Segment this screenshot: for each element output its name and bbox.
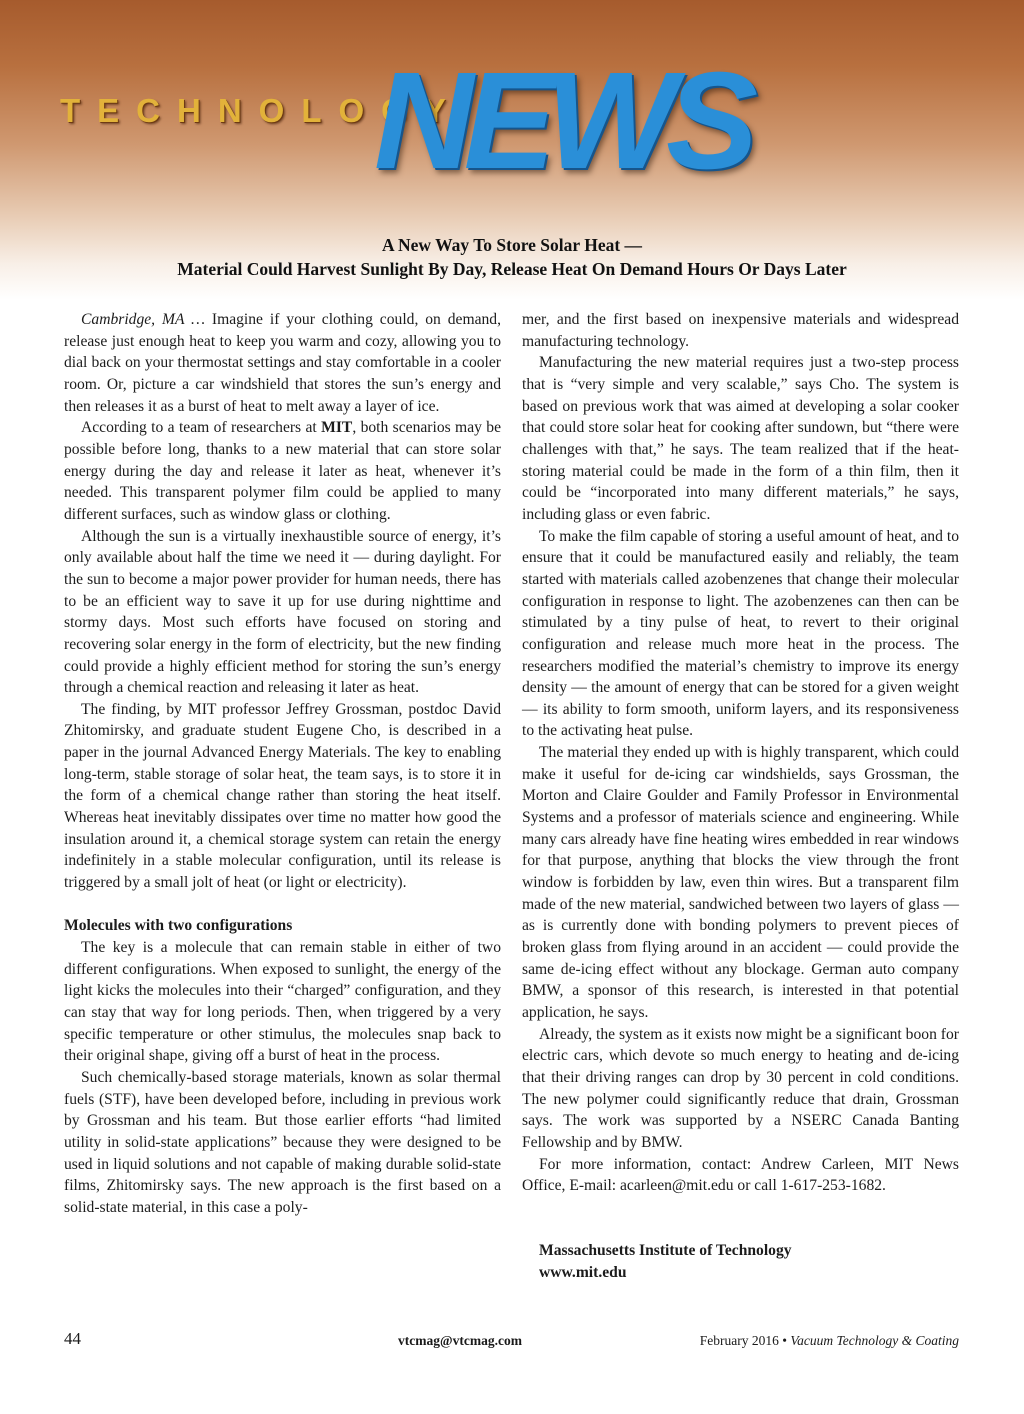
publication-name: Vacuum Technology & Coating: [790, 1333, 959, 1348]
article-column-left: [64, 309, 501, 1219]
source-url[interactable]: www.mit.edu: [539, 1263, 627, 1281]
paragraph: According to a team of researchers at MIT, both scenarios may be possible before long, thanks to a new material that can store solar energy during the day and release it later as heat, whenever it’s needed. This transparent polymer film could be applied to many different surfaces, such as window glass or clothing.: [64, 419, 501, 523]
footer-issue: February 2016 • Vacuum Technology & Coating: [699, 1333, 959, 1348]
headline-line-2: Material Could Harvest Sunlight By Day, Release Heat On Demand Hours Or Days Later: [177, 259, 847, 279]
paragraph: Cambridge, MA … Imagine if your clothing could, on demand, release just enough heat to keep you warm and cozy, allowing you to dial back on your thermostat settings and stay comfortable in a cooler room. Or, picture a car windshield that stores the sun’s energy and then releases it as a burst of heat to melt away a layer of ice.: [64, 311, 502, 415]
section-title-logo: NEWS: [374, 44, 748, 198]
paragraph: The material they ended up with is highly transparent, which could make it useful for de-icing car windshields, says Grossman, the Morton and Claire Goulder and Family Professor in Environmental Systems and a professor of materials science and engineering. While many cars already have fine heating wires embedded in rear windows for that purpose, anything that blocks the view through the front window is forbidden by law, even thin wires. But a transparent film made of the new material, sandwiched between two layers of glass — as is currently done with bonding polymers to prevent pieces of broken glass from flying around in an accident — could provide the same de-icing effect without any blockage. German auto company BMW, a sponsor of this research, is interested in that potential application, he says.: [522, 744, 959, 1021]
org-highlight: MIT: [321, 419, 353, 437]
page-number: 44: [64, 1329, 81, 1348]
paragraph: Manufacturing the new material requires just a two-step process that is “very simple and very scalable,” says Cho. The system is based on previous work that was aimed at developing a solar cooker that could store solar heat for cooking after sundown, but “there were challenges with that,” he says. The team realized that if the heat-storing material could be made in the form of a thin film, then it could be “incorporated into many different materials,” he says, including glass or even fabric.: [522, 354, 959, 523]
paragraph: Already, the system as it exists now might be a significant boon for electric cars, which devote so much energy to heating and de-icing that their driving ranges can drop by 30 percent in cold conditions. The new polymer could significantly reduce that drain, Grossman says. The work was supported by a NSERC Canada Banting Fellowship and by BMW.: [522, 1025, 959, 1151]
article-column-right: [522, 309, 959, 1284]
section-label: TECHNOLOGY: [60, 92, 463, 129]
paragraph: Such chemically-based storage materials, known as solar thermal fuels (STF), have been developed before, including in previous work by Grossman and his team. But those earlier efforts “had limited utility in solid-state applications” because they were designed to be used in liquid solutions and not capable of making durable solid-state films, Zhitomirsky says. The new approach is the first based on a solid-state material, in this case a poly-: [64, 1068, 501, 1216]
dateline: Cambridge, MA …: [81, 311, 205, 328]
paragraph: To make the film capable of storing a useful amount of heat, and to ensure that it could be manufactured easily and reliably, the team started with materials called azobenzenes that change their molecular configuration in response to light. The azobenzenes can then can be stimulated by a tiny pulse of heat, to revert to their original configuration and release much more heat in the process. The researchers modified the material’s chemistry to improve its energy density — the amount of energy that can be stored for a given weight — its ability to form smooth, uniform layers, and its responsiveness to the activating heat pulse.: [522, 527, 959, 740]
paragraph: For more information, contact: Andrew Carleen, MIT News Office, E-mail: acarleen@mit.edu or call 1-617-253-1682.: [522, 1155, 959, 1195]
paragraph: The finding, by MIT professor Jeffrey Grossman, postdoc David Zhitomirsky, and graduate student Eugene Cho, is described in a paper in the journal Advanced Energy Materials. The key to enabling long-term, stable storage of solar heat, the team says, is to store it in the form of a chemical change rather than storing the heat itself. Whereas heat inevitably dissipates over time no matter how good the insulation around it, a chemical storage system can retain the energy indefinitely in a stable molecular configuration, until its release is triggered by a small jolt of heat (or light or electricity).: [64, 700, 501, 892]
paragraph: The key is a molecule that can remain stable in either of two different configurations. When exposed to sunlight, the energy of the light kicks the molecules into their “charged” configuration, and they can stay that way for long periods. Then, when triggered by a very specific temperature or other stimulus, the molecules snap back to their original shape, giving off a burst of heat in the process.: [64, 939, 501, 1065]
paragraph: Although the sun is a virtually inexhaustible source of energy, it’s only available about half the time we need it — during daylight. For the sun to become a major power provider for human needs, there has to be an efficient way to save it up for use during nighttime and stormy days. Most such efforts have focused on storing and recovering solar energy in the form of electricity, but the new finding could provide a highly efficient method for storing the sun’s energy through a chemical reaction and releasing it later as heat.: [64, 527, 501, 697]
headline-line-1: A New Way To Store Solar Heat —: [381, 235, 643, 255]
source-organization: Massachusetts Institute of Technology: [539, 1242, 792, 1260]
subheading: Molecules with two configurations: [64, 917, 293, 935]
paragraph-continued: mer, and the first based on inexpensive materials and widespread manufacturing technology.: [522, 311, 959, 350]
footer-email[interactable]: vtcmag@vtcmag.com: [398, 1333, 522, 1348]
